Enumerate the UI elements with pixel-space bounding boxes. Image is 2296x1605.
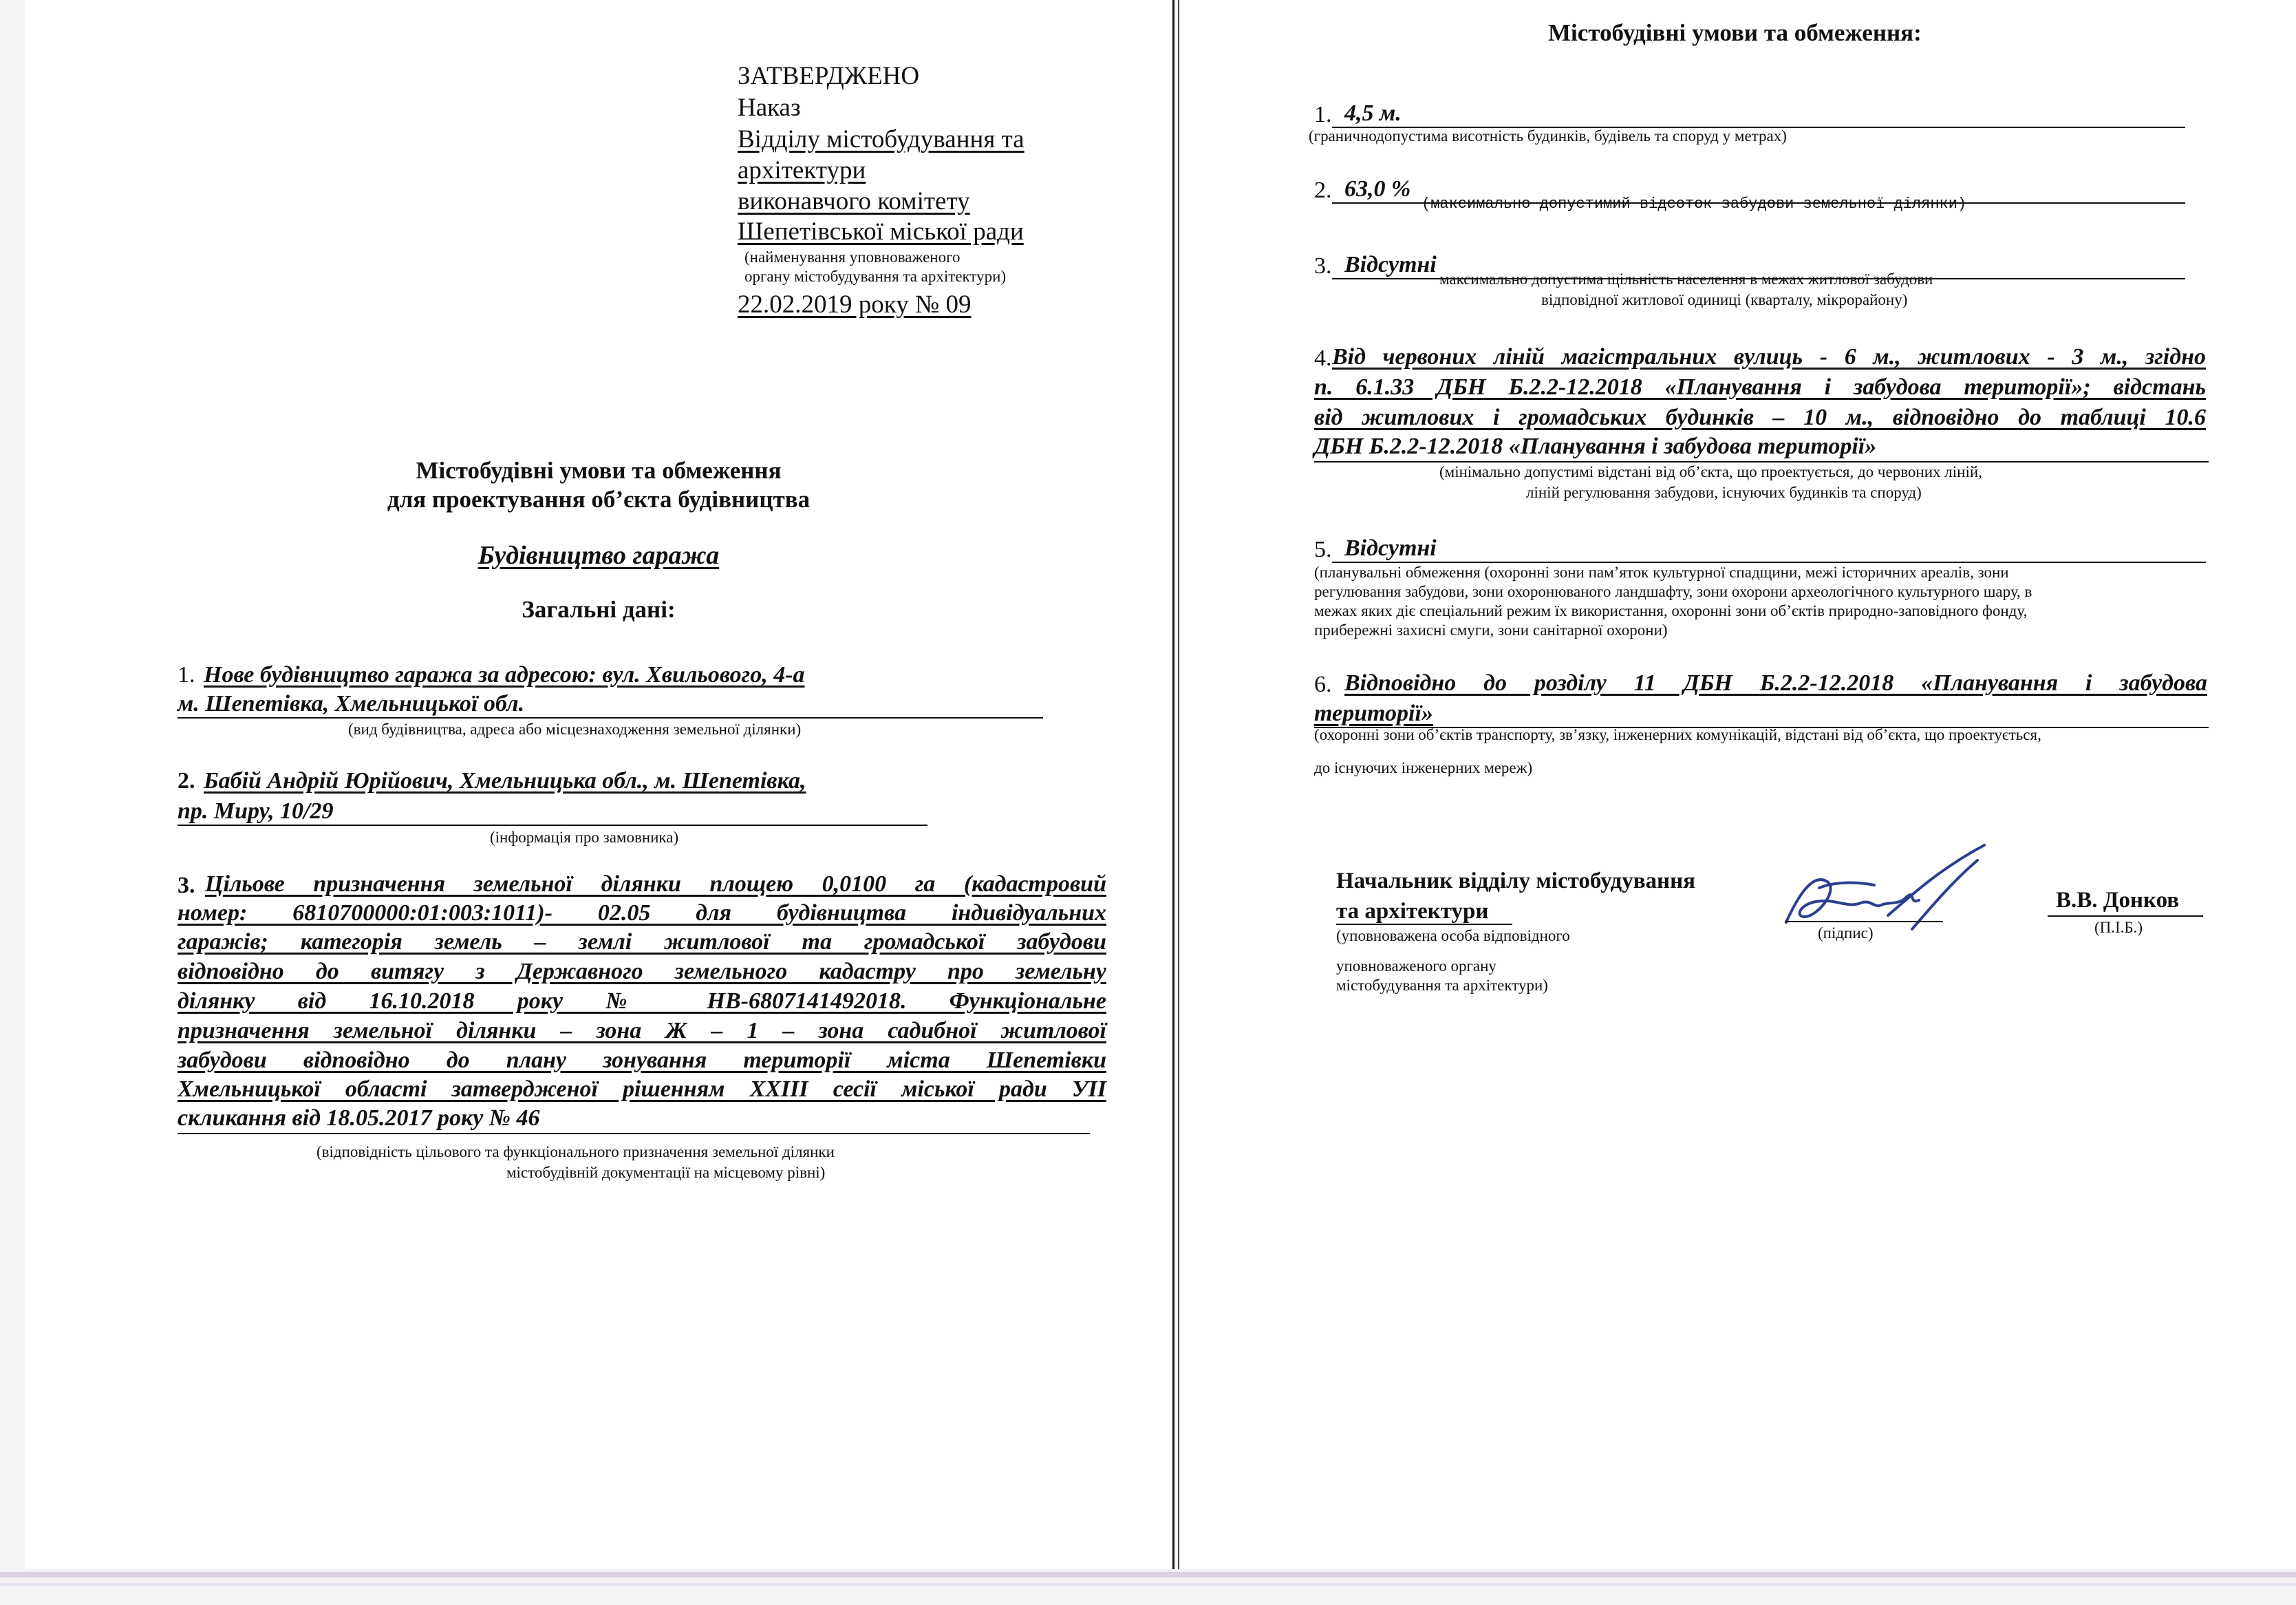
item-number: 5. [1314,537,1332,562]
land-purpose-line: призначення земельної ділянки – зона Ж – 1 – зона садибної житлової [178,1018,1106,1043]
construction-address: Нове будівництво гаража за адресою: вул. Хвильового, 4-а [204,662,805,688]
land-purpose-line: ділянку від 16.10.2018 року № НВ-6807141492018. Функціональне [178,988,1106,1014]
land-purpose-line: скликання від 18.05.2017 року № 46 [178,1105,540,1131]
conditions-heading: Містобудівні умови та обмеження: [1548,19,1922,46]
right-page [1178,0,2296,1569]
customer-info: пр. Миру, 10/29 [178,798,334,824]
distance-line: п. 6.1.33 ДБН Б.2.2-12.2018 «Планування і забудова території»; відстань [1314,374,2206,400]
item-caption: максимально допустима щільність населення в межах житлової забудови [1439,270,1933,288]
scan-noise [0,1583,2296,1586]
item-number: 3. [178,873,195,898]
fill-line [2048,915,2203,917]
item-caption: (мінімально допустимі відстані від об’єкта, що проектується, до червоних ліній, [1439,463,1982,480]
item-caption: (відповідність цільового та функціонального призначення земельної ділянки [316,1143,835,1160]
fill-line [178,1133,1090,1134]
item-number: 6. [1314,672,1332,697]
item-number: 2. [178,768,195,794]
scan-noise [0,1572,2296,1577]
land-purpose-line: забудови відповідно до плану зонування території міста Шепетівки [178,1048,1106,1073]
item-caption: (максимально допустимий відсоток забудови земельної ділянки) [1421,195,1967,213]
official-note: уповноваженого органу [1336,957,1496,975]
item-number: 4. [1314,346,1332,371]
approval-label: ЗАТВЕРДЖЕНО [738,62,920,90]
official-title: та архітектури [1336,899,1489,924]
item-number: 3. [1314,253,1332,279]
protection-zones-line: території» [1314,701,1433,726]
item-number: 1. [178,662,195,688]
document-title: Містобудівні умови та обмеження [416,457,782,484]
land-purpose-line: Цільове призначення земельної ділянки площею 0,0100 га (кадастровий [205,871,1106,897]
general-data-heading: Загальні дані: [522,596,676,623]
item-caption: (інформація про замовника) [490,829,679,846]
land-purpose-line: Хмельницької області затвердженої рішенням ХХІІІ сесії міської ради УІІ [178,1076,1106,1102]
item-caption: містобудівній документації на місцевому рівні) [506,1164,826,1181]
approval-date-number: 22.02.2019 року № 09 [738,290,972,319]
max-height-value: 4,5 м. [1344,100,1402,126]
department-name: архітектури [738,156,866,184]
item-number: 1. [1314,102,1332,127]
left-page [25,0,1174,1569]
construction-address: м. Шепетівка, Хмельницької обл. [178,691,525,716]
handwritten-signature [1778,840,1998,943]
signature-line [1785,921,1943,922]
fill-line [178,825,927,826]
fill-line [178,717,1043,719]
item-caption: (граничнодопустима висотність будинків, будівель та споруд у метрах) [1309,127,1787,145]
official-note: містобудування та архітектури) [1336,977,1548,994]
name-caption: (П.І.Б.) [2094,919,2143,936]
item-caption: (вид будівництва, адреса або місцезнаходження земельної ділянки) [348,721,802,738]
land-purpose-line: гаражів; категорія земель – землі житлової та громадської забудови [178,929,1106,955]
authority-note: (найменування уповноваженого [744,248,961,266]
protection-zones-line: Відповідно до розділу 11 ДБН Б.2.2-12.2018 «Планування і забудова [1344,670,2207,696]
distance-line: Від червоних ліній магістральних вулиць - 6 м., житлових - 3 м., згідно [1332,344,2206,370]
item-caption: межах яких діє спеціальний режим їх використання, охоронні зони об’єктів природно-заповідного фонду, [1314,602,2028,619]
official-title: Начальник відділу містобудування [1336,869,1695,893]
item-caption: регулювання забудови, зони охоронюваного ландшафту, зони охорони археологічного культурного шару, в [1314,583,2032,600]
item-number: 2. [1314,178,1332,203]
signature-caption: (підпис) [1818,924,1874,942]
object-name: Будівництво гаража [478,541,720,570]
item-caption: ліній регулювання забудови, існуючих будинків та споруд) [1526,484,1922,501]
document-subtitle: для проектування об’єкта будівництва [387,486,811,513]
department-name: виконавчого комітету [738,187,970,215]
item-caption: (планувальні обмеження (охоронні зони пам’яток культурної спадщини, межі історичних ареалів, зони [1314,564,2009,581]
distance-line: ДБН Б.2.2-12.2018 «Планування і забудова території» [1314,434,1877,459]
land-purpose-line: відповідно до витягу з Державного земельного кадастру про земельну [178,959,1106,984]
authority-note: органу містобудування та архітектури) [744,268,1007,285]
max-coverage-value: 63,0 % [1344,176,1411,202]
fill-line [1336,924,1512,925]
department-name: Відділу містобудування та [738,125,1024,153]
customer-info: Бабій Андрій Юрійович, Хмельницька обл., м. Шепетівка, [204,768,806,794]
land-purpose-line: номер: 6810700000:01:003:1011)- 02.05 для будівництва індивідуальних [178,900,1106,926]
official-note: (уповноважена особа відповідного [1336,927,1570,944]
order-label: Наказ [738,94,801,122]
department-name: Шепетівської міської ради [738,217,1024,246]
density-value: Відсутні [1344,252,1437,277]
official-name: В.В. Донков [2056,888,2180,913]
distance-line: від житлових і громадських будинків – 10 м., відповідно до таблиці 10.6 [1314,405,2206,430]
item-caption: (охоронні зони об’єктів транспорту, зв’язку, інженерних комунікацій, відстані від об’єкта, що проектується, [1314,726,2041,743]
item-caption: відповідної житлової одиниці (кварталу, мікрорайону) [1541,291,1908,308]
item-caption: до існуючих інженерних мереж) [1314,759,1533,776]
planning-restrictions-value: Відсутні [1344,535,1437,561]
item-caption: прибережні захисні смуги, зони санітарної охорони) [1314,621,1668,639]
